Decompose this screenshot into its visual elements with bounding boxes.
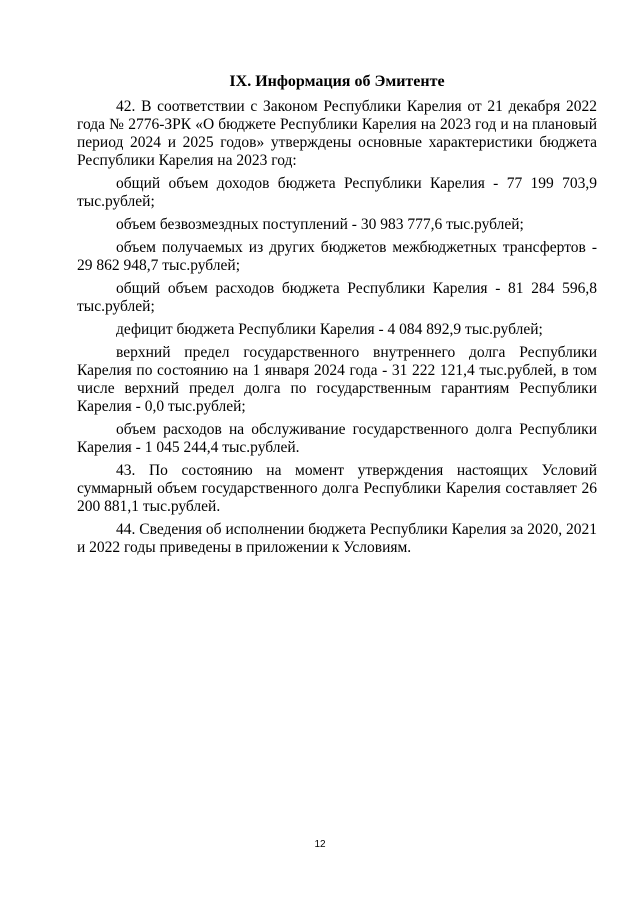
- budget-item-transfers: объем получаемых из других бюджетов межбюджетных трансфертов - 29 862 948,7 тыс.рублей;: [77, 239, 597, 274]
- paragraph-44: 44. Сведения об исполнении бюджета Республики Карелия за 2020, 2021 и 2022 годы приведены в приложении к Условиям.: [77, 521, 597, 556]
- budget-item-revenue: общий объем доходов бюджета Республики Карелия - 77 199 703,9 тыс.рублей;: [77, 175, 597, 210]
- budget-item-debt-service: объем расходов на обслуживание государственного долга Республики Карелия - 1 045 244,4 тыс.рублей.: [77, 421, 597, 456]
- budget-item-deficit: дефицит бюджета Республики Карелия - 4 084 892,9 тыс.рублей;: [116, 321, 543, 338]
- budget-item-debt-limit: верхний предел государственного внутреннего долга Республики Карелия по состоянию на 1 января 2024 года - 31 222 121,4 тыс.рублей, в том числе верхний предел долга по государственным гарантиям Республики Карелия - 0,0 тыс.рублей;: [77, 344, 597, 415]
- paragraph-42: 42. В соответствии с Законом Республики Карелия от 21 декабря 2022 года № 2776-ЗРК «О бюджете Республики Карелия на 2023 год и на плановый период 2024 и 2025 годов» утверждены основные характеристики бюджета Республики Карелия на 2023 год:: [77, 98, 597, 169]
- budget-item-gratuitous-receipts: объем безвозмездных поступлений - 30 983 777,6 тыс.рублей;: [116, 216, 524, 233]
- section-title: IX. Информация об Эмитенте: [229, 73, 445, 90]
- document-body: [77, 72, 597, 562]
- budget-item-expenditures: общий объем расходов бюджета Республики Карелия - 81 284 596,8 тыс.рублей;: [77, 280, 597, 315]
- page-number: 12: [314, 839, 326, 850]
- paragraph-43: 43. По состоянию на момент утверждения настоящих Условий суммарный объем государственного долга Республики Карелия составляет 26 200 881,1 тыс.рублей.: [77, 462, 597, 515]
